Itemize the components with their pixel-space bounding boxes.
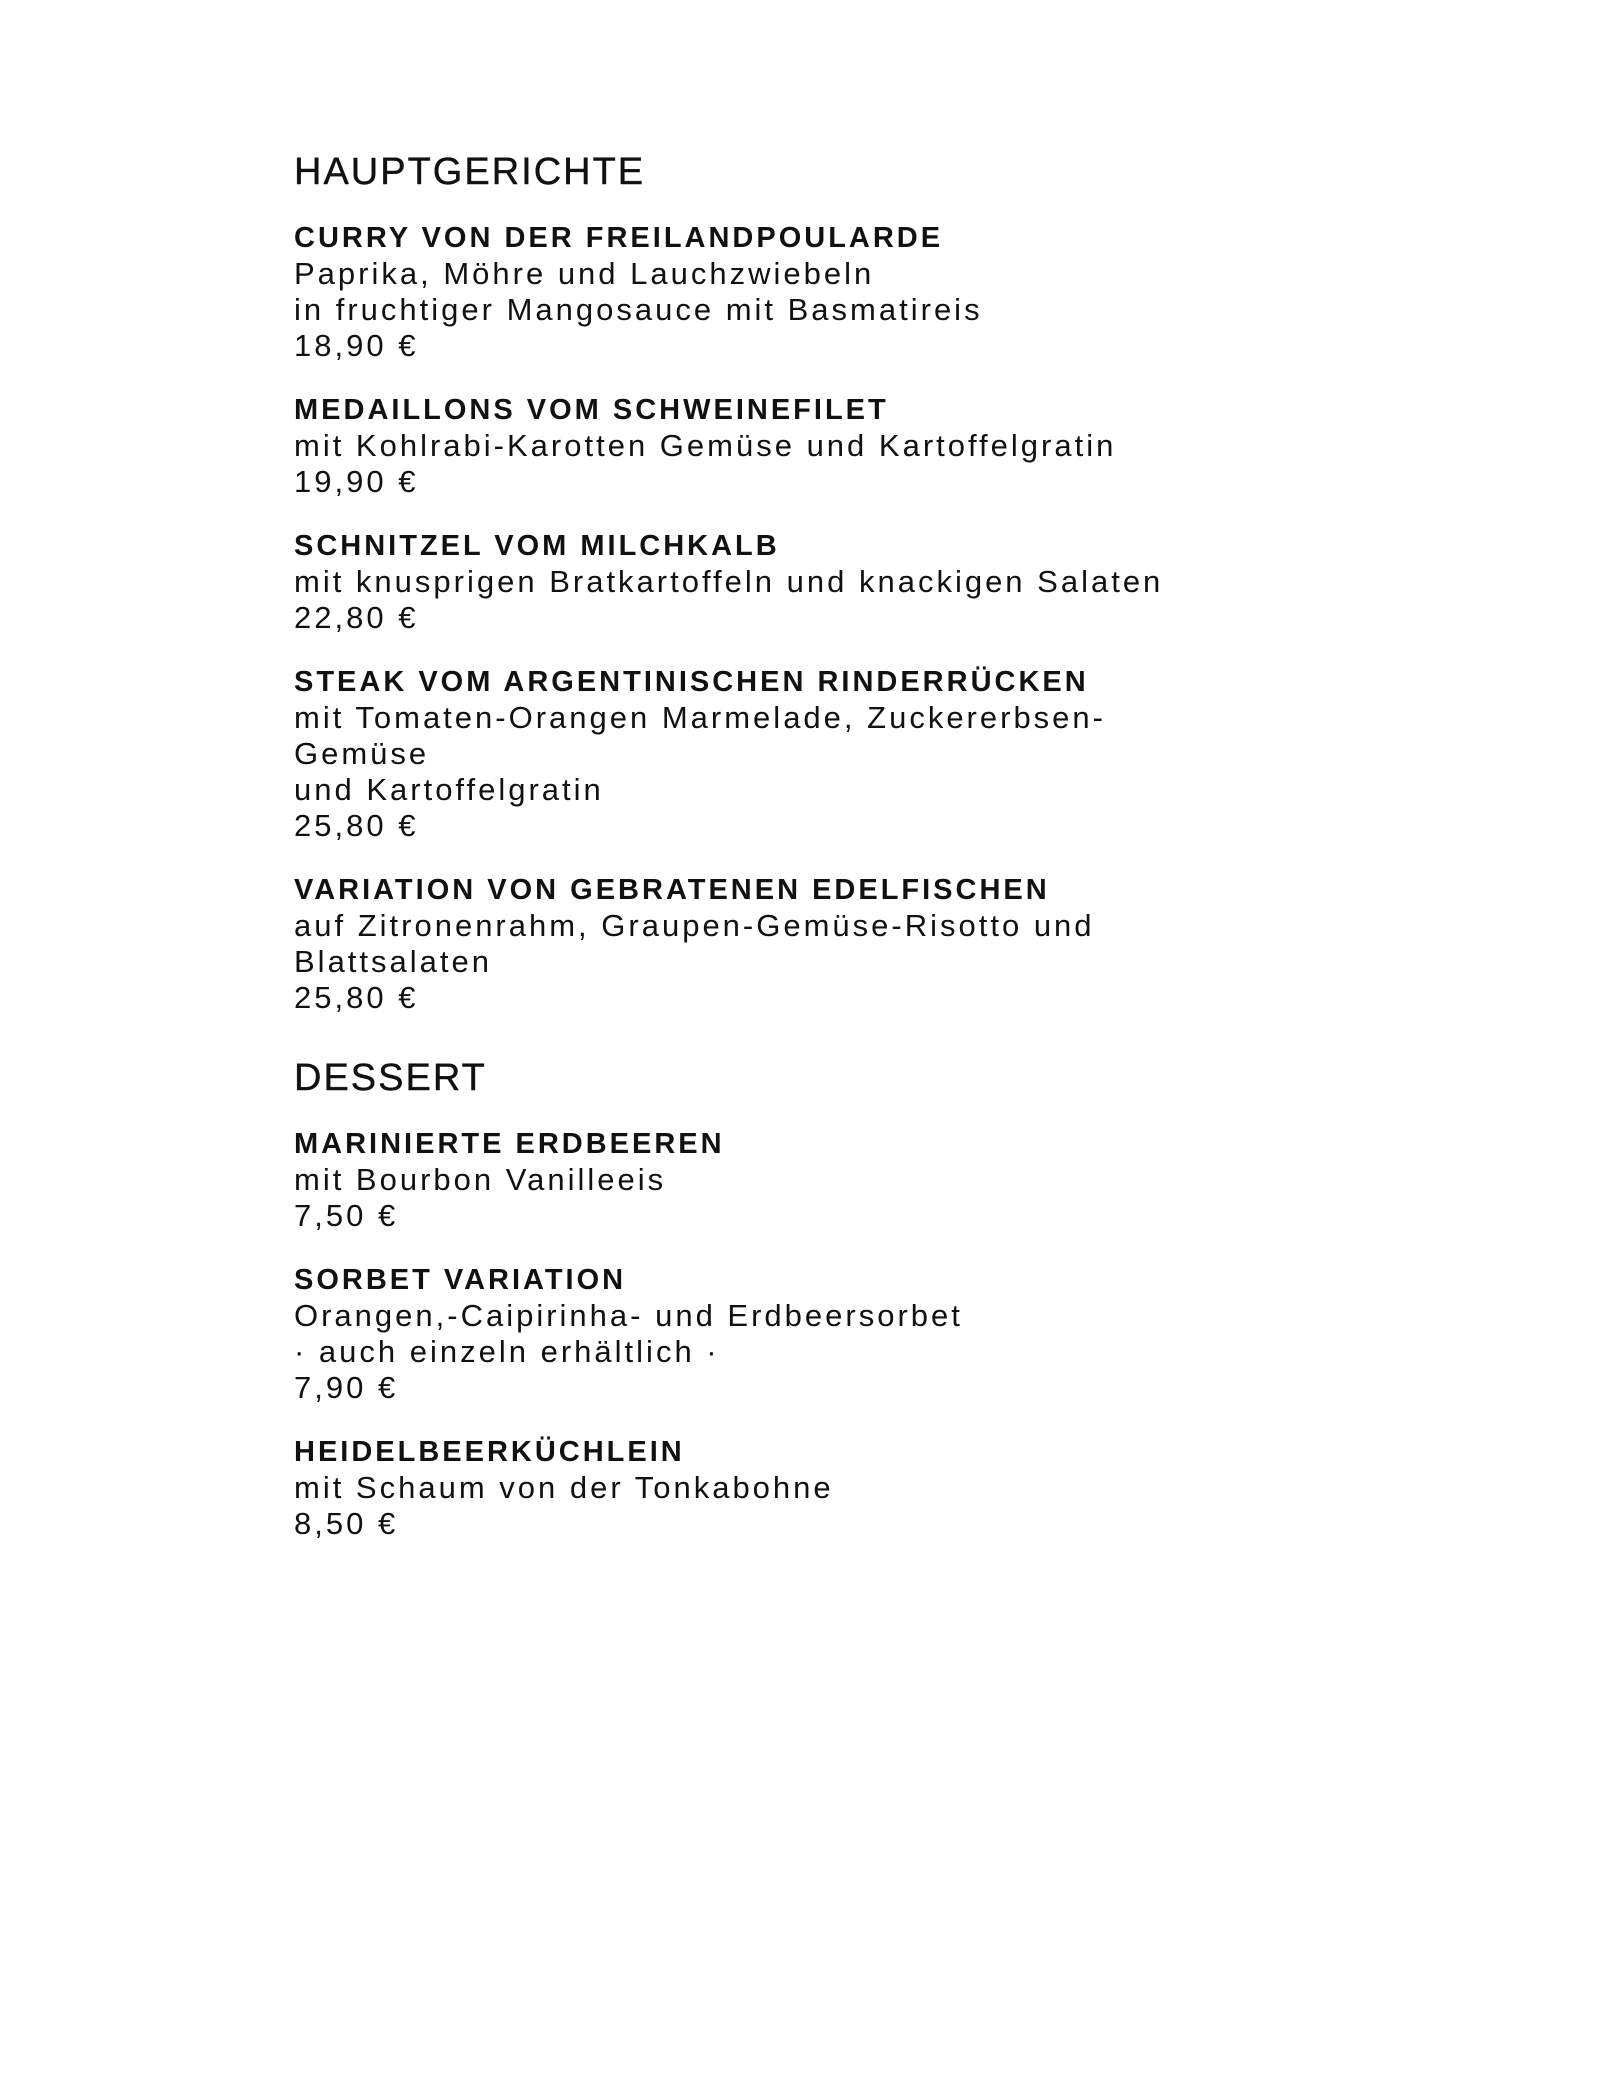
menu-item-name: MARINIERTE ERDBEEREN (294, 1128, 725, 1160)
menu-item (294, 1434, 1394, 1542)
menu-item-price: 8,50 € (294, 1506, 399, 1541)
menu-item-description: Paprika, Möhre und Lauchzwiebeln (294, 256, 875, 291)
menu-item-description: Gemüse (294, 736, 430, 771)
menu-item-name: SORBET VARIATION (294, 1264, 627, 1296)
menu-item-price: 25,80 € (294, 808, 419, 843)
menu-item (294, 528, 1394, 636)
menu-item (294, 664, 1394, 844)
menu-item-description: und Kartoffelgratin (294, 772, 604, 807)
menu-item-price: 19,90 € (294, 464, 419, 499)
menu-item-description: Orangen,-Caipirinha- und Erdbeersorbet (294, 1298, 963, 1333)
menu-item-price: 22,80 € (294, 600, 419, 635)
menu-item-price: 7,90 € (294, 1370, 399, 1405)
menu-page (294, 150, 1394, 1570)
menu-item-description: in fruchtiger Mangosauce mit Basmatireis (294, 292, 983, 327)
menu-item-name: CURRY VON DER FREILANDPOULARDE (294, 222, 944, 254)
menu-item-price: 25,80 € (294, 980, 419, 1015)
section-items-dessert (294, 1126, 1394, 1542)
menu-item (294, 392, 1394, 500)
menu-item-description: · auch einzeln erhältlich · (294, 1334, 720, 1369)
menu-item-description: Blattsalaten (294, 944, 492, 979)
menu-item-name: MEDAILLONS VOM SCHWEINEFILET (294, 394, 889, 426)
menu-item-price: 18,90 € (294, 328, 419, 363)
menu-item-name: SCHNITZEL VOM MILCHKALB (294, 530, 780, 562)
section-title-dessert: DESSERT (294, 1057, 487, 1099)
menu-item (294, 220, 1394, 364)
section-title-hauptgerichte: HAUPTGERICHTE (294, 151, 646, 193)
menu-item-description: mit Bourbon Vanilleeis (294, 1162, 667, 1197)
menu-item (294, 1262, 1394, 1406)
menu-item-description: mit knusprigen Bratkartoffeln und knackigen Salaten (294, 564, 1164, 599)
menu-item (294, 872, 1394, 1016)
menu-item-description: mit Tomaten-Orangen Marmelade, Zuckererbsen- (294, 700, 1106, 735)
menu-item-description: mit Kohlrabi-Karotten Gemüse und Kartoffelgratin (294, 428, 1117, 463)
menu-item-name: HEIDELBEERKÜCHLEIN (294, 1436, 685, 1468)
menu-item-description: mit Schaum von der Tonkabohne (294, 1470, 834, 1505)
section-items-hauptgerichte (294, 220, 1394, 1016)
menu-item-name: STEAK VOM ARGENTINISCHEN RINDERRÜCKEN (294, 666, 1089, 698)
menu-item-name: VARIATION VON GEBRATENEN EDELFISCHEN (294, 874, 1050, 906)
menu-item-price: 7,50 € (294, 1198, 399, 1233)
menu-item-description: auf Zitronenrahm, Graupen-Gemüse-Risotto und (294, 908, 1095, 943)
menu-item (294, 1126, 1394, 1234)
